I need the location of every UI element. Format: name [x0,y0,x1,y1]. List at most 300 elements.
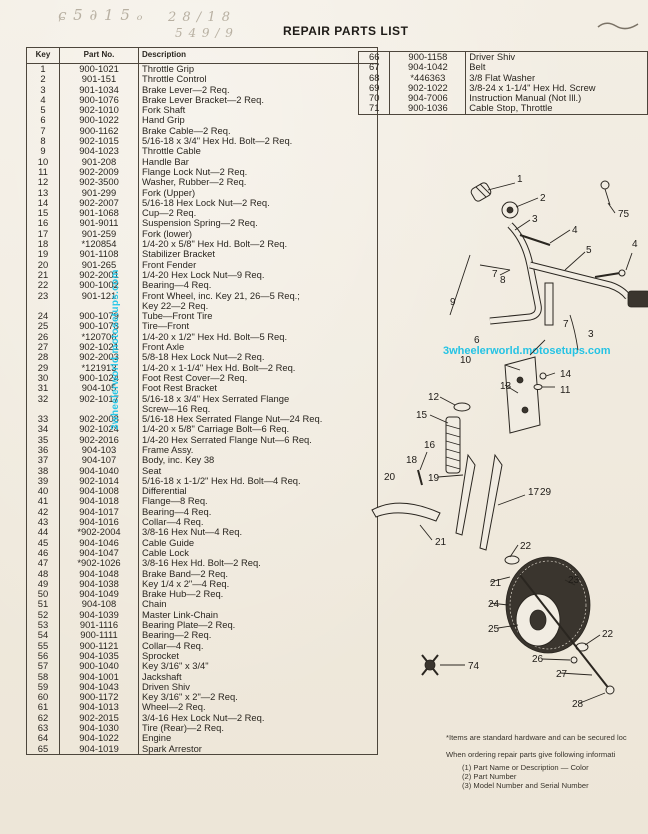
part-key: 61 [27,702,60,712]
part-number: 902-1015 [60,136,139,146]
part-description: 1/4-20 Hex Lock Nut—9 Req. [142,268,265,280]
part-number: 900-1040 [60,661,139,671]
part-number: 902-1022 [390,83,466,93]
part-key: 14 [27,198,60,208]
part-description: Brake Lever—2 Req. [142,83,230,95]
part-key: 1 [27,64,60,75]
part-number: 900-1076 [60,95,139,105]
note-item-3: (3) Model Number and Serial Number [462,781,589,790]
brake-cable-right-drawing [570,315,578,350]
part-key: 23 [27,291,60,301]
part-description: Washer, Rubber—2 Req. [142,176,247,188]
page-title: REPAIR PARTS LIST [283,24,409,38]
hand-grip-drawing [628,291,648,307]
part-key: 18 [27,239,60,249]
callout-number: 4 [572,225,578,236]
part-key: 64 [27,733,60,743]
callout-number: 75 [618,209,630,220]
part-number: 904-1017 [60,507,139,517]
part-number: 901-121 [60,291,139,301]
part-description: 3/8 Flat Washer [469,71,536,83]
callout-number: 3 [532,214,538,225]
part-description: 5/16-18 x 3/4" Hex Serrated Flange [142,392,290,404]
part-key: 52 [27,610,60,620]
part-description: 1/4-20 x 1/2" Hex Hd. Bolt—5 Req. [142,330,288,342]
part-description: Key 3/16" x 3/4" [142,660,209,672]
callout-number: 2 [540,193,546,204]
part-number: 902-1021 [60,342,139,352]
part-description: Master Link-Chain [142,608,219,620]
callout-number: 8 [500,275,506,286]
part-description: Foot Rest Bracket [142,382,218,394]
callout-number: 21 [490,578,502,589]
part-description: Flange Lock Nut—2 Req. [142,165,248,177]
part-key: 50 [27,589,60,599]
part-number: 901-1068 [60,208,139,218]
part-number: 904-1035 [60,651,139,661]
part-key: 34 [27,424,60,434]
part-description: Stabilizer Bracket [142,248,215,260]
part-key: 46 [27,548,60,558]
part-description: 1/4-20 x 5/8" Hex Hd. Bolt—2 Req. [142,238,288,250]
callout-number: 18 [406,455,418,466]
part-description: 3/8-24 x 1-1/4" Hex Hd. Screw [469,81,596,93]
part-description: Collar—4 Req. [142,639,204,651]
part-key: 13 [27,188,60,198]
part-number: *902-2004 [60,527,139,537]
part-description: Throttle Grip [142,63,195,74]
part-number: 902-1024 [60,424,139,434]
part-number: 901-1116 [60,620,139,630]
part-description: Fork (Upper) [142,186,196,198]
part-description: Fork (lower) [142,227,193,239]
part-number: 904-103 [60,445,139,455]
part-description: Engine [142,732,172,744]
table-row [27,744,378,755]
part-key: 32 [27,394,60,404]
part-number: 900-1079 [60,311,139,321]
part-key: 20 [27,260,60,270]
part-key: 40 [27,486,60,496]
table-header-row [27,48,378,64]
table-row [359,52,648,63]
part-key: 38 [27,466,60,476]
part-key: 71 [359,103,390,114]
part-number: 904-1022 [60,733,139,743]
header-description: Description [139,48,378,64]
part-number: 900-1111 [60,630,139,640]
table-row [27,661,378,671]
part-number: 900-1121 [60,641,139,651]
part-key: 16 [27,218,60,228]
callout-number: 14 [560,369,572,380]
callout-number: 24 [488,599,500,610]
part-key: 12 [27,177,60,187]
part-key: 37 [27,455,60,465]
part-number: 904-1039 [60,610,139,620]
part-key: 30 [27,373,60,383]
part-key: 4 [27,95,60,105]
table-row [27,146,378,156]
part-description: Belt [469,61,486,73]
callout-number: 23 [568,575,580,586]
parts-table-left [26,47,378,755]
part-key: 24 [27,311,60,321]
part-key: 29 [27,363,60,373]
handwritten-scrawl-2: 2 8 ∕ 1 8 [168,10,231,25]
part-number: 904-1046 [60,538,139,548]
part-description: Foot Rest Cover—2 Req. [142,371,248,383]
handwritten-scrawl: ɕ 5 ∂ 1 5 ₒ [58,6,144,24]
callout-number: 74 [468,661,480,672]
part-description: Cable Stop, Throttle [469,102,553,114]
part-number: 904-1042 [390,62,466,72]
part-key: 2 [27,74,60,84]
callout-number: 7 [563,319,569,330]
part-number: 904-1047 [60,548,139,558]
part-description: 5/16-18 x 3/4" Hex Hd. Bolt—2 Req. [142,135,293,147]
part-description: Cable Guide [142,536,195,548]
part-key: 51 [27,599,60,609]
part-description: Chain [142,598,167,610]
part-number: 904-1013 [60,702,139,712]
part-key: 21 [27,270,60,280]
callout-number: 6 [474,335,480,346]
watermark-horizontal: 3wheelerworld.motosetups.com [443,345,611,357]
part-number: 904-1030 [60,723,139,733]
part-description: Jackshaft [142,670,182,682]
part-key: 45 [27,538,60,548]
part-number: *446363 [390,73,466,83]
part-key: 55 [27,641,60,651]
callout-number: 13 [500,381,512,392]
part-number: 900-1002 [60,280,139,290]
part-description: Bearing—2 Req. [142,629,212,641]
part-description: Cup—2 Req. [142,207,197,219]
part-description: Handle Bar [142,155,189,167]
part-key: 8 [27,136,60,146]
table-row [27,249,378,259]
part-key: 68 [359,73,390,83]
part-key: 36 [27,445,60,455]
cup-drawing [454,403,470,411]
part-number: 904-1049 [60,589,139,599]
exploded-parts-diagram [360,165,648,725]
part-number: 901-259 [60,229,139,239]
header-part-no: Part No. [60,48,139,64]
part-key: 22 [27,280,60,290]
table-row [27,435,378,445]
callout-number: 11 [560,385,571,396]
part-key: 69 [359,83,390,93]
part-description: Bearing Plate—2 Req. [142,619,236,631]
part-number: 900-1158 [390,52,466,63]
part-description: Throttle Control [142,73,207,85]
part-key: 41 [27,496,60,506]
part-key: 5 [27,105,60,115]
part-description: Key 1/4 x 2"—4 Req. [142,577,230,589]
part-number: 901-151 [60,74,139,84]
callout-number: 19 [428,473,440,484]
part-key: 47 [27,558,60,568]
part-description: Fork Shaft [142,104,186,116]
part-number: 904-1023 [60,146,139,156]
brake-lever-drawing [520,235,625,277]
part-key: 3 [27,85,60,95]
part-number: 902-1010 [60,105,139,115]
part-number: *120706 [60,332,139,342]
nut-74-drawing [422,655,438,675]
part-number: 901-299 [60,188,139,198]
part-description: Sprocket [142,649,179,661]
part-key: 59 [27,682,60,692]
part-description: Tube—Front Tire [142,310,213,322]
part-key: 57 [27,661,60,671]
part-description: Flange—8 Req. [142,495,208,507]
part-description: Seat [142,464,162,476]
callout-number: 4 [632,239,638,250]
part-description: Hand Grip [142,114,185,126]
callout-number: 20 [384,472,396,483]
callout-number: 15 [416,410,428,421]
part-description: Driven Shiv [142,680,190,692]
part-description: Brake Lever Bracket—2 Req. [142,93,264,105]
part-number: *120854 [60,239,139,249]
fork-lower-drawing [456,455,502,550]
part-description: Throttle Cable [142,145,201,157]
ordering-notes [446,733,627,790]
part-description: Collar—4 Req. [142,516,204,528]
part-description: Driver Shiv [469,51,516,62]
part-key: 42 [27,507,60,517]
part-key: 28 [27,352,60,362]
part-description: Screw—16 Req. [142,402,211,414]
table-row [27,177,378,187]
part-description: Differential [142,485,187,497]
note-standard-hardware: *Items are standard hardware and can be secured loc [446,733,627,742]
part-description: Brake Band—2 Req. [142,567,228,579]
part-key: 53 [27,620,60,630]
callout-number: 9 [450,297,456,308]
part-number: *121913 [60,363,139,373]
part-description: Bearing—4 Req. [142,279,212,291]
part-number: 904-1038 [60,579,139,589]
part-description: Bearing—4 Req. [142,505,212,517]
part-description: Front Wheel, inc. Key 21, 26—5 Req.; [142,289,300,301]
part-description: 5/16-18 Hex Serrated Flange Nut—24 Req. [142,413,323,425]
callout-number: 5 [586,245,592,256]
cable-stop-drawing [601,181,610,205]
watermark-vertical: 3wheelerworld.motosetups.com [110,269,121,430]
part-number: 904-1001 [60,672,139,682]
part-number: 904-1040 [60,466,139,476]
table-row [27,280,378,290]
part-number: 900-1078 [60,321,139,331]
part-key: 49 [27,579,60,589]
part-description: Spark Arrestor [142,742,202,754]
part-key: 17 [27,229,60,239]
part-description: Brake Hub—2 Req. [142,588,224,600]
part-key: 26 [27,332,60,342]
front-fender-drawing [372,503,440,521]
bearing-drawing [505,556,519,564]
callout-number: 1 [517,174,523,185]
callout-number: 21 [435,537,447,548]
part-key: 6 [27,115,60,125]
part-key: 27 [27,342,60,352]
part-number: 902-2015 [60,713,139,723]
callout-number: 25 [488,624,500,635]
part-key: 62 [27,713,60,723]
part-number: 900-1022 [60,115,139,125]
part-key: 10 [27,157,60,167]
part-number: 901-265 [60,260,139,270]
part-number: 904-1016 [60,517,139,527]
part-number: 902-1017 [60,394,139,404]
part-key: 35 [27,435,60,445]
part-key: 33 [27,414,60,424]
part-number: 902-2001 [60,270,139,280]
throttle-control-drawing [502,202,518,218]
table-row [27,218,378,228]
part-key: 25 [27,321,60,331]
part-number: 900-1021 [60,64,139,75]
parts-table-right [358,51,648,115]
part-description: Key 22—2 Req. [142,299,209,311]
part-description: Key 3/16" x 2"—2 Req. [142,691,238,703]
part-number: 902-2003 [60,352,139,362]
part-number: 904-7006 [390,93,466,103]
table-row [27,589,378,599]
front-wheel-drawing [506,557,590,653]
part-description: Brake Cable—2 Req. [142,124,231,136]
suspension-spring-drawing [446,417,460,473]
callout-number: 3 [588,329,594,340]
part-key: 39 [27,476,60,486]
table-row [27,558,378,568]
note-item-2: (2) Part Number [462,772,517,781]
part-key: 65 [27,744,60,755]
part-description: Front Fender [142,258,197,270]
callout-number: 28 [572,699,584,710]
part-number: 901-1108 [60,249,139,259]
part-key: 60 [27,692,60,702]
part-number: 902-1014 [60,476,139,486]
part-description: Suspension Spring—2 Req. [142,217,258,229]
callout-number: 22 [520,541,532,552]
note-ordering-info: When ordering repair parts give following informati [446,750,616,759]
part-number: 901-9011 [60,218,139,228]
part-number: *902-1026 [60,558,139,568]
part-description: 5/8-18 Hex Lock Nut—2 Req. [142,351,265,363]
part-number: 902-2016 [60,435,139,445]
table-row [27,383,378,393]
part-description: Tire (Rear)—2 Req. [142,722,224,733]
part-description: 5/16-18 Hex Lock Nut—2 Req. [142,196,270,208]
part-number: 900-1172 [60,692,139,702]
hex-bolt-drawing [418,470,422,485]
part-number: 904-1048 [60,569,139,579]
callout-number: 16 [424,440,436,451]
part-number: 902-2007 [60,198,139,208]
callout-number: 12 [428,392,440,403]
wheel-bolt-drawing [571,657,577,663]
part-key: 9 [27,146,60,156]
part-key: 67 [359,62,390,72]
part-key: 15 [27,208,60,218]
part-key: 63 [27,723,60,733]
rubber-washer-drawing [534,385,542,390]
part-description: 1/4-20 Hex Serrated Flange Nut—6 Req. [142,433,312,445]
part-description: 1/4-20 x 1-1/4" Hex Hd. Bolt—2 Req. [142,361,296,373]
part-number: 904-1008 [60,486,139,496]
part-key: 56 [27,651,60,661]
callout-number: 29 [540,487,552,498]
note-item-1: (1) Part Name or Description — Color [462,763,589,772]
fork-upper-drawing [505,357,540,433]
handwritten-scrawl-3: 5 4 9 / 9 [175,26,234,40]
part-description: 5/16-18 x 1-1/2" Hex Hd. Bolt—4 Req. [142,474,301,486]
part-description: 3/8-16 Hex Nut—4 Req. [142,526,243,538]
corner-mark-icon [596,18,640,32]
part-key: 70 [359,93,390,103]
part-number: 900-1036 [390,103,466,114]
part-number: 904-1019 [60,744,139,755]
part-number: 904-1043 [60,682,139,692]
part-key: 11 [27,167,60,177]
part-number: 902-3500 [60,177,139,187]
part-key: 66 [359,52,390,63]
part-description: Front Axle [142,341,185,353]
part-key: 58 [27,672,60,682]
part-number: 902-2009 [60,167,139,177]
part-description: Cable Lock [142,546,189,558]
part-key: 44 [27,527,60,537]
part-key: 43 [27,517,60,527]
part-key: 7 [27,126,60,136]
throttle-grip-drawing [470,181,493,202]
part-number: 904-105 [60,383,139,393]
part-description: Frame Assy. [142,443,194,455]
part-number: 904-1018 [60,496,139,506]
part-number: 900-1162 [60,126,139,136]
callout-number: 26 [532,654,544,665]
part-description: Tire—Front [142,320,190,332]
part-key: 54 [27,630,60,640]
callout-number: 17 [528,487,540,498]
callout-number: 22 [602,629,614,640]
part-number: 900-1024 [60,373,139,383]
callout-number: 27 [556,669,568,680]
part-description: Body, inc. Key 38 [142,454,215,466]
diagram-callouts [384,174,638,710]
lock-nut-drawing [540,373,546,379]
callout-number: 7 [492,269,498,280]
part-description: 3/4-16 Hex Lock Nut—2 Req. [142,711,265,723]
part-description: 1/4-20 x 5/8" Carriage Bolt—6 Req. [142,423,290,435]
part-number: 904-108 [60,599,139,609]
part-key: 19 [27,249,60,259]
part-number: 902-2008 [60,414,139,424]
part-key: 31 [27,383,60,393]
part-description: Instruction Manual (Not Ill.) [469,92,582,104]
header-key: Key [27,48,60,64]
part-number: 901-208 [60,157,139,167]
part-key: 48 [27,569,60,579]
part-number: 901-1034 [60,85,139,95]
table-row [359,103,648,114]
part-description: Wheel—2 Req. [142,701,206,713]
